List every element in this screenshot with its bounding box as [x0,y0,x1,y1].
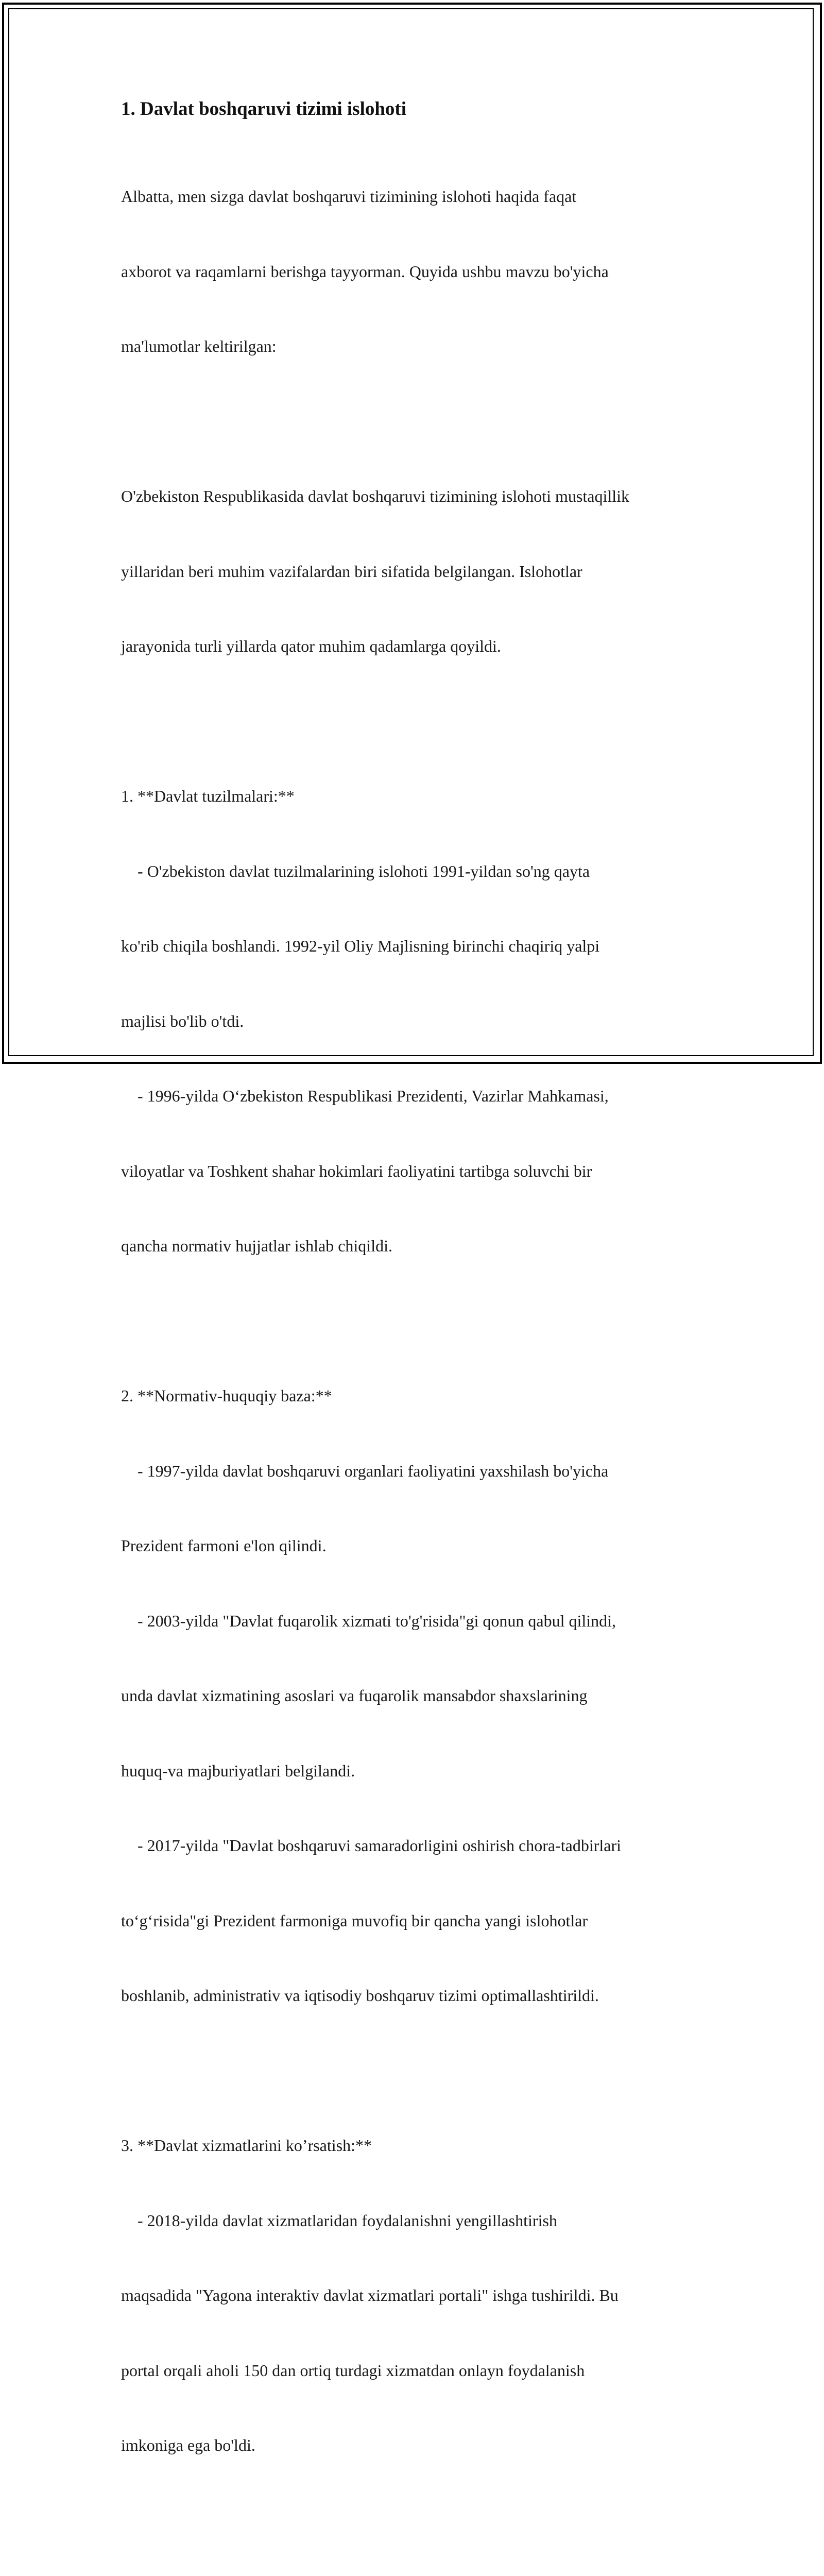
section-line: ko'rib chiqila boshlandi. 1992-yil Oliy Majlisning birinchi chaqiriq yalpi [121,937,600,955]
section-heading: 1. **Davlat tuzilmalari:** [121,787,295,805]
intro-line: ma'lumotlar keltirilgan: [121,337,277,355]
section-heading: 2. **Normativ-huquqiy baza:** [121,1386,332,1405]
section-line: - O'zbekiston davlat tuzilmalarining islohoti 1991-yildan so'ng qayta [121,861,590,880]
overview-line: yillaridan beri muhim vazifalardan biri sifatida belgilangan. Islohotlar [121,562,582,581]
intro-line: axborot va raqamlarni berishga tayyorman. Quyida ushbu mavzu bo'yicha [121,262,609,281]
blank-line [121,709,734,734]
section-line: portal orqali aholi 150 dan ortiq turdagi xizmatdan onlayn foydalanish [121,2361,585,2380]
intro-line: Albatta, men sizga davlat boshqaruvi tizimining islohoti haqida faqat [121,187,577,206]
section-moliyaviy-jihatlar [121,2533,734,2576]
section-line: - 1996-yilda O‘zbekiston Respublikasi Prezidenti, Vazirlar Mahkamasi, [121,1087,609,1105]
section-line: qancha normativ hujjatlar ishlab chiqildi. [121,1236,392,1255]
section-davlat-xizmatlari [121,2083,734,2508]
section-normativ-huquqiy-baza [121,1333,734,2058]
section-line: unda davlat xizmatining asoslari va fuqarolik mansabdor shaxslarining [121,1686,588,1705]
section-line: imkoniga ega bo'ldi. [121,2436,255,2454]
section-line: Prezident farmoni e'lon qilindi. [121,1536,327,1555]
section-line: boshlanib, administrativ va iqtisodiy boshqaruv tizimi optimallashtirildi. [121,1986,599,2005]
overview-line: jarayonida turli yillarda qator muhim qadamlarga qoyildi. [121,637,501,655]
document-body [121,97,734,2576]
section-line: huquq-va majburiyatlari belgilandi. [121,1761,355,1780]
document-title: 1. Davlat boshqaruvi tizimi islohoti [121,98,407,120]
section-line: - 1997-yilda davlat boshqaruvi organlari faoliyatini yaxshilash bo'yicha [121,1461,609,1480]
overview-paragraph [121,434,734,709]
section-line: viloyatlar va Toshkent shahar hokimlari faoliyatini tartibga soluvchi bir [121,1161,592,1180]
blank-line [121,1309,734,1334]
blank-line [121,409,734,434]
section-line: - 2017-yilda "Davlat boshqaruvi samaradorligini oshirish chora-tadbirlari [121,1836,622,1855]
section-davlat-tuzilmalari [121,734,734,1309]
section-line: maqsadida "Yagona interaktiv davlat xizmatlari portali" ishga tushirildi. Bu [121,2286,619,2304]
section-heading: 3. **Davlat xizmatlarini ko’rsatish:** [121,2136,372,2155]
blank-line [121,2058,734,2083]
overview-line: O'zbekiston Respublikasida davlat boshqaruvi tizimining islohoti mustaqillik [121,487,629,505]
section-line: - 2003-yilda "Davlat fuqarolik xizmati to'g'risida"gi qonun qabul qilindi, [121,1611,616,1630]
section-line: to‘g‘risida"gi Prezident farmoniga muvofiq bir qancha yangi islohotlar [121,1911,588,1930]
blank-line [121,2508,734,2533]
intro-paragraph [121,134,734,409]
section-line: - 2018-yilda davlat xizmatlaridan foydalanishni yengillashtirish [121,2211,557,2230]
section-line: majlisi bo'lib o'tdi. [121,1011,244,1030]
